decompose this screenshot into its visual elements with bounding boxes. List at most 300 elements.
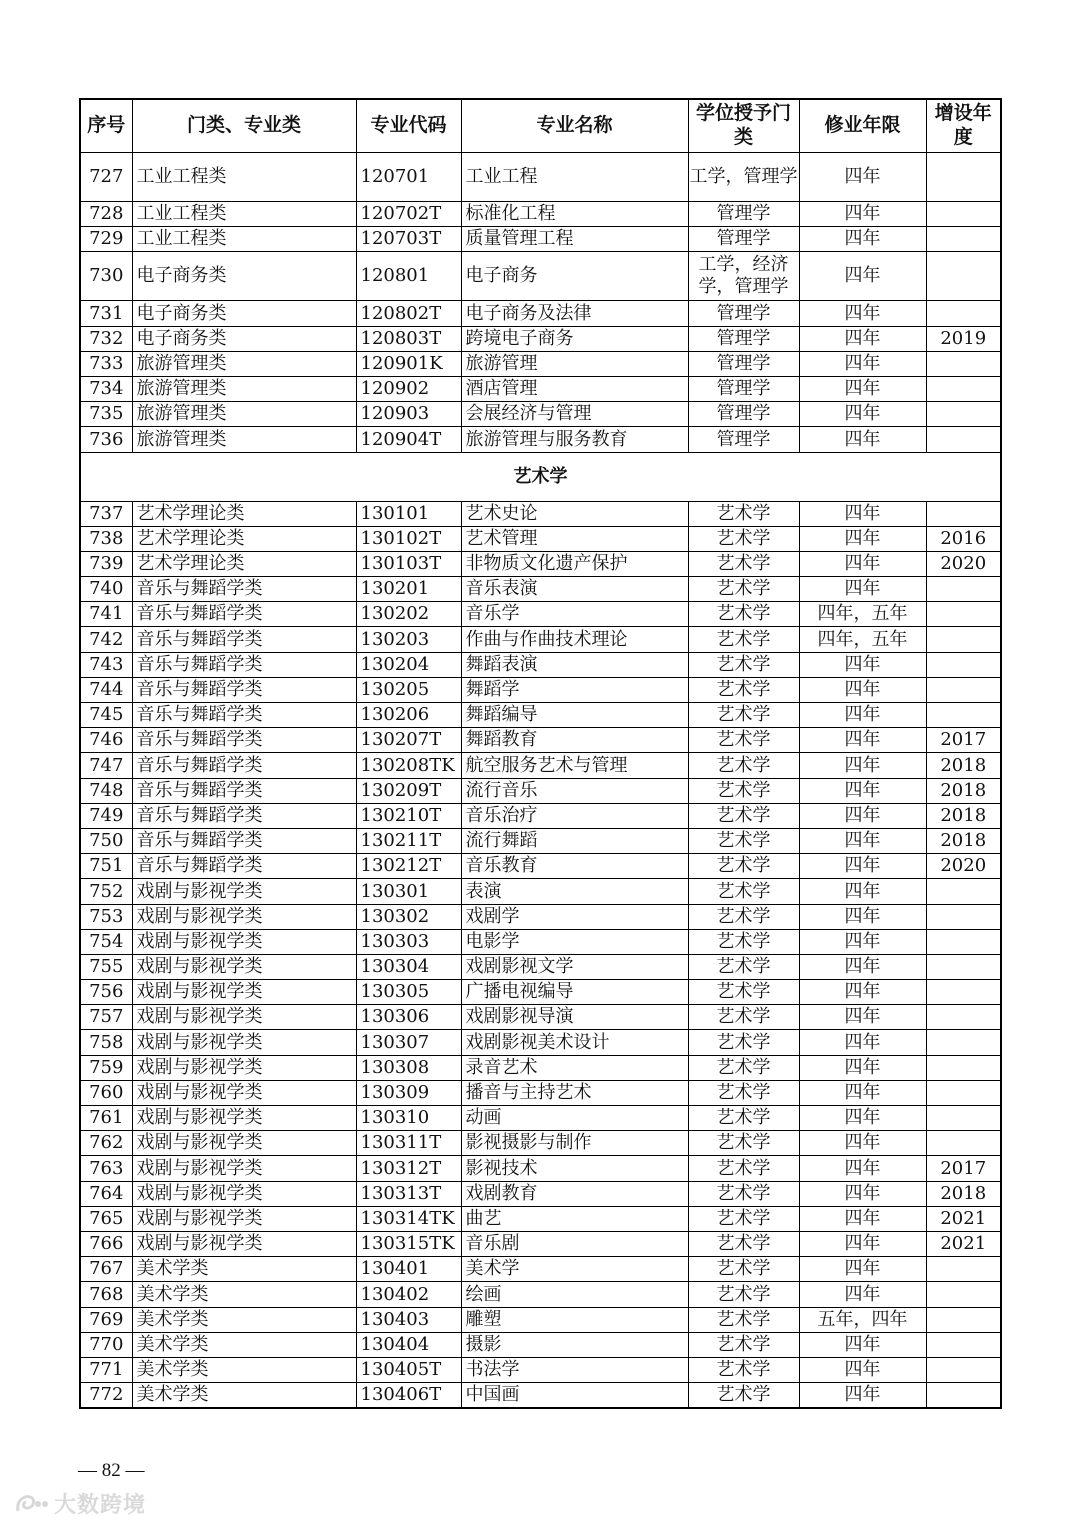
cell-year [926,677,1001,702]
header-name: 专业名称 [461,99,688,153]
cell-category: 美术学类 [132,1332,356,1357]
cell-duration: 四年 [799,1257,926,1282]
cell-degree: 艺术学 [688,1005,799,1030]
cell-code: 130102T [356,526,461,551]
cell-category: 戏剧与影视学类 [132,1106,356,1131]
cell-duration: 四年 [799,526,926,551]
cell-name: 绘画 [461,1282,688,1307]
cell-name: 流行舞蹈 [461,828,688,853]
cell-degree: 艺术学 [688,703,799,728]
cell-year [926,954,1001,979]
cell-code: 120901K [356,351,461,376]
cell-no: 771 [80,1357,132,1382]
cell-duration: 四年 [799,677,926,702]
cell-duration: 四年 [799,1206,926,1231]
cell-category: 音乐与舞蹈学类 [132,652,356,677]
cell-duration: 四年 [799,1357,926,1382]
table-row [80,803,1001,828]
cell-duration: 四年 [799,1106,926,1131]
cell-code: 120702T [356,202,461,227]
cell-name: 标准化工程 [461,202,688,227]
cell-year [926,627,1001,652]
cell-code: 120803T [356,326,461,351]
cell-year [926,1131,1001,1156]
cell-degree: 艺术学 [688,652,799,677]
table-row [80,1055,1001,1080]
cell-category: 美术学类 [132,1282,356,1307]
cell-category: 旅游管理类 [132,351,356,376]
cell-duration: 四年 [799,1332,926,1357]
cell-degree: 管理学 [688,402,799,427]
cell-code: 130312T [356,1156,461,1181]
cell-year: 2017 [926,728,1001,753]
cell-year [926,577,1001,602]
cell-no: 755 [80,954,132,979]
cell-degree: 艺术学 [688,904,799,929]
cell-no: 769 [80,1307,132,1332]
cell-name: 舞蹈教育 [461,728,688,753]
cell-year [926,202,1001,227]
cell-no: 757 [80,1005,132,1030]
cell-duration: 四年 [799,1383,926,1409]
cell-name: 质量管理工程 [461,227,688,252]
cell-no: 729 [80,227,132,252]
cell-degree: 管理学 [688,301,799,326]
cell-year: 2020 [926,551,1001,576]
cell-degree: 艺术学 [688,677,799,702]
cell-degree: 艺术学 [688,954,799,979]
cell-year [926,1307,1001,1332]
cell-name: 音乐教育 [461,854,688,879]
cell-name: 戏剧教育 [461,1181,688,1206]
cell-category: 音乐与舞蹈学类 [132,854,356,879]
cell-degree: 管理学 [688,202,799,227]
cell-no: 734 [80,376,132,401]
cell-no: 756 [80,980,132,1005]
cell-code: 130403 [356,1307,461,1332]
cell-duration: 四年 [799,904,926,929]
cell-category: 工业工程类 [132,153,356,202]
cell-no: 748 [80,778,132,803]
cell-duration: 四年 [799,1156,926,1181]
cell-duration: 四年 [799,1231,926,1256]
table-row [80,252,1001,301]
cell-code: 130308 [356,1055,461,1080]
cell-category: 电子商务类 [132,301,356,326]
cell-code: 130402 [356,1282,461,1307]
cell-category: 戏剧与影视学类 [132,1206,356,1231]
cell-degree: 艺术学 [688,1231,799,1256]
cell-category: 艺术学理论类 [132,551,356,576]
cell-code: 130401 [356,1257,461,1282]
cell-code: 130209T [356,778,461,803]
cell-name: 酒店管理 [461,376,688,401]
cell-code: 130405T [356,1357,461,1382]
cell-category: 美术学类 [132,1307,356,1332]
cell-duration: 四年 [799,652,926,677]
cell-degree: 艺术学 [688,1357,799,1382]
cell-duration: 四年 [799,153,926,202]
cell-duration: 四年 [799,427,926,452]
table-row [80,1156,1001,1181]
table-row [80,1383,1001,1409]
header-no: 序号 [80,99,132,153]
cell-name: 舞蹈编导 [461,703,688,728]
cell-no: 746 [80,728,132,753]
cell-degree: 工学，经济学，管理学 [688,252,799,301]
cell-no: 743 [80,652,132,677]
table-row [80,828,1001,853]
cell-name: 戏剧学 [461,904,688,929]
cell-no: 739 [80,551,132,576]
cell-degree: 管理学 [688,326,799,351]
cell-degree: 艺术学 [688,1181,799,1206]
cell-name: 电影学 [461,929,688,954]
cell-category: 旅游管理类 [132,427,356,452]
cell-duration: 四年 [799,929,926,954]
table-row [80,153,1001,202]
cell-code: 120703T [356,227,461,252]
cell-no: 766 [80,1231,132,1256]
cell-code: 130204 [356,652,461,677]
cell-code: 130309 [356,1080,461,1105]
page-number: — 82 — [78,1460,145,1481]
cell-code: 130101 [356,501,461,526]
cell-duration: 四年 [799,326,926,351]
cell-code: 130302 [356,904,461,929]
table-row [80,227,1001,252]
cell-name: 影视摄影与制作 [461,1131,688,1156]
cell-year: 2021 [926,1206,1001,1231]
cell-code: 130311T [356,1131,461,1156]
cell-duration: 四年 [799,753,926,778]
cell-degree: 艺术学 [688,602,799,627]
table-row [80,980,1001,1005]
table-row [80,1181,1001,1206]
cell-degree: 艺术学 [688,753,799,778]
cell-degree: 艺术学 [688,1030,799,1055]
watermark [14,1488,146,1519]
cell-category: 戏剧与影视学类 [132,929,356,954]
cell-degree: 管理学 [688,427,799,452]
cell-no: 767 [80,1257,132,1282]
cell-duration: 四年 [799,879,926,904]
cell-category: 戏剧与影视学类 [132,1131,356,1156]
cell-degree: 管理学 [688,376,799,401]
cell-name: 美术学 [461,1257,688,1282]
cell-year: 2018 [926,1181,1001,1206]
cell-duration: 四年 [799,703,926,728]
cell-year [926,227,1001,252]
cell-year [926,879,1001,904]
cell-degree: 艺术学 [688,828,799,853]
cell-category: 工业工程类 [132,202,356,227]
cell-degree: 艺术学 [688,803,799,828]
table-row [80,1231,1001,1256]
cell-no: 728 [80,202,132,227]
cell-code: 130304 [356,954,461,979]
cell-code: 130201 [356,577,461,602]
cell-category: 美术学类 [132,1383,356,1409]
cell-degree: 艺术学 [688,551,799,576]
cell-duration: 四年 [799,1282,926,1307]
cell-no: 754 [80,929,132,954]
table-row [80,602,1001,627]
cell-category: 戏剧与影视学类 [132,1080,356,1105]
cell-no: 747 [80,753,132,778]
cell-duration: 四年 [799,1131,926,1156]
cell-year [926,1357,1001,1382]
cell-name: 舞蹈学 [461,677,688,702]
cell-year [926,1257,1001,1282]
cell-no: 733 [80,351,132,376]
cell-year [926,1005,1001,1030]
cell-year [926,1080,1001,1105]
cell-year [926,301,1001,326]
cell-category: 音乐与舞蹈学类 [132,828,356,853]
header-year: 增设年度 [926,99,1001,153]
cell-category: 艺术学理论类 [132,501,356,526]
cell-code: 120903 [356,402,461,427]
cell-no: 764 [80,1181,132,1206]
cell-code: 130307 [356,1030,461,1055]
cell-degree: 艺术学 [688,1206,799,1231]
cell-no: 745 [80,703,132,728]
cell-year [926,1332,1001,1357]
cell-code: 130202 [356,602,461,627]
cell-code: 130211T [356,828,461,853]
cell-code: 130301 [356,879,461,904]
cell-degree: 工学，管理学 [688,153,799,202]
cell-code: 130208TK [356,753,461,778]
cell-year [926,427,1001,452]
cell-duration: 四年 [799,1005,926,1030]
cell-duration: 四年 [799,376,926,401]
table-row [80,1131,1001,1156]
cell-name: 音乐表演 [461,577,688,602]
table-row [80,778,1001,803]
cell-category: 音乐与舞蹈学类 [132,803,356,828]
cell-duration: 四年 [799,1030,926,1055]
table-row [80,1357,1001,1382]
cell-no: 750 [80,828,132,853]
cell-no: 730 [80,252,132,301]
table-row [80,1332,1001,1357]
cell-degree: 艺术学 [688,728,799,753]
table-row [80,1005,1001,1030]
cell-category: 戏剧与影视学类 [132,954,356,979]
cell-degree: 艺术学 [688,1332,799,1357]
cell-no: 765 [80,1206,132,1231]
cell-no: 758 [80,1030,132,1055]
cell-code: 120701 [356,153,461,202]
cell-no: 768 [80,1282,132,1307]
cell-name: 电子商务及法律 [461,301,688,326]
cell-degree: 艺术学 [688,1055,799,1080]
cell-category: 工业工程类 [132,227,356,252]
cell-year [926,252,1001,301]
table-row [80,854,1001,879]
table-row [80,402,1001,427]
cell-code: 130305 [356,980,461,1005]
cell-no: 772 [80,1383,132,1409]
cell-degree: 艺术学 [688,1080,799,1105]
cell-degree: 管理学 [688,351,799,376]
cell-duration: 四年 [799,854,926,879]
cell-category: 音乐与舞蹈学类 [132,677,356,702]
cell-name: 音乐治疗 [461,803,688,828]
header-degree: 学位授予门类 [688,99,799,153]
cell-year: 2021 [926,1231,1001,1256]
cell-category: 美术学类 [132,1257,356,1282]
cell-name: 书法学 [461,1357,688,1382]
cell-year [926,929,1001,954]
cell-category: 戏剧与影视学类 [132,1055,356,1080]
cell-no: 751 [80,854,132,879]
cell-name: 流行音乐 [461,778,688,803]
cell-category: 戏剧与影视学类 [132,904,356,929]
cell-duration: 四年 [799,803,926,828]
cell-code: 130205 [356,677,461,702]
table-row [80,1307,1001,1332]
cell-no: 727 [80,153,132,202]
cell-name: 曲艺 [461,1206,688,1231]
cell-category: 戏剧与影视学类 [132,1030,356,1055]
table-row [80,627,1001,652]
cell-year: 2019 [926,326,1001,351]
table-row [80,202,1001,227]
table-row [80,1106,1001,1131]
cell-code: 130306 [356,1005,461,1030]
cell-name: 电子商务 [461,252,688,301]
cell-name: 音乐学 [461,602,688,627]
cell-category: 戏剧与影视学类 [132,1156,356,1181]
cell-degree: 艺术学 [688,1257,799,1282]
cell-name: 录音艺术 [461,1055,688,1080]
table-row [80,1206,1001,1231]
cell-no: 762 [80,1131,132,1156]
table-row [80,753,1001,778]
cell-category: 音乐与舞蹈学类 [132,703,356,728]
table-row [80,301,1001,326]
table-row [80,551,1001,576]
cell-degree: 艺术学 [688,501,799,526]
cell-duration: 四年 [799,1080,926,1105]
cell-duration: 四年 [799,301,926,326]
cell-duration: 四年 [799,227,926,252]
cell-duration: 四年 [799,1181,926,1206]
cell-name: 戏剧影视文学 [461,954,688,979]
cell-name: 动画 [461,1106,688,1131]
cell-name: 作曲与作曲技术理论 [461,627,688,652]
watermark-logo-icon [14,1491,50,1517]
table-row [80,1282,1001,1307]
cell-year [926,904,1001,929]
cell-code: 120801 [356,252,461,301]
cell-name: 艺术史论 [461,501,688,526]
table-row [80,728,1001,753]
cell-no: 738 [80,526,132,551]
cell-name: 雕塑 [461,1307,688,1332]
cell-degree: 艺术学 [688,1106,799,1131]
cell-category: 音乐与舞蹈学类 [132,753,356,778]
cell-no: 763 [80,1156,132,1181]
table-row [80,326,1001,351]
cell-no: 753 [80,904,132,929]
table-header-row [80,99,1001,153]
cell-code: 130404 [356,1332,461,1357]
table-row [80,351,1001,376]
cell-duration: 四年 [799,351,926,376]
cell-no: 744 [80,677,132,702]
cell-category: 美术学类 [132,1357,356,1382]
cell-category: 电子商务类 [132,252,356,301]
cell-category: 戏剧与影视学类 [132,980,356,1005]
cell-no: 749 [80,803,132,828]
cell-degree: 艺术学 [688,854,799,879]
cell-category: 旅游管理类 [132,376,356,401]
cell-name: 摄影 [461,1332,688,1357]
cell-code: 130310 [356,1106,461,1131]
cell-degree: 艺术学 [688,577,799,602]
cell-duration: 四年 [799,402,926,427]
cell-duration: 五年，四年 [799,1307,926,1332]
section-title: 艺术学 [80,452,1001,501]
majors-table [79,98,1002,1409]
cell-code: 130313T [356,1181,461,1206]
cell-year [926,501,1001,526]
cell-name: 非物质文化遗产保护 [461,551,688,576]
cell-category: 电子商务类 [132,326,356,351]
cell-name: 戏剧影视美术设计 [461,1030,688,1055]
cell-name: 影视技术 [461,1156,688,1181]
watermark-text: 大数跨境 [54,1493,147,1518]
cell-duration: 四年，五年 [799,602,926,627]
cell-no: 760 [80,1080,132,1105]
cell-name: 艺术管理 [461,526,688,551]
cell-duration: 四年 [799,202,926,227]
header-category: 门类、专业类 [132,99,356,153]
cell-year: 2018 [926,828,1001,853]
table-row [80,879,1001,904]
cell-year [926,376,1001,401]
cell-code: 120904T [356,427,461,452]
cell-name: 旅游管理 [461,351,688,376]
cell-degree: 艺术学 [688,879,799,904]
cell-degree: 艺术学 [688,1131,799,1156]
cell-year: 2018 [926,753,1001,778]
cell-year: 2016 [926,526,1001,551]
cell-degree: 艺术学 [688,1156,799,1181]
cell-code: 130207T [356,728,461,753]
cell-code: 130406T [356,1383,461,1409]
cell-year [926,602,1001,627]
header-code: 专业代码 [356,99,461,153]
cell-degree: 艺术学 [688,1383,799,1409]
cell-no: 741 [80,602,132,627]
cell-duration: 四年 [799,1055,926,1080]
cell-degree: 管理学 [688,227,799,252]
cell-code: 130206 [356,703,461,728]
cell-degree: 艺术学 [688,980,799,1005]
table-row [80,427,1001,452]
cell-no: 735 [80,402,132,427]
cell-name: 跨境电子商务 [461,326,688,351]
cell-year [926,1055,1001,1080]
cell-duration: 四年 [799,501,926,526]
cell-no: 759 [80,1055,132,1080]
cell-category: 戏剧与影视学类 [132,879,356,904]
